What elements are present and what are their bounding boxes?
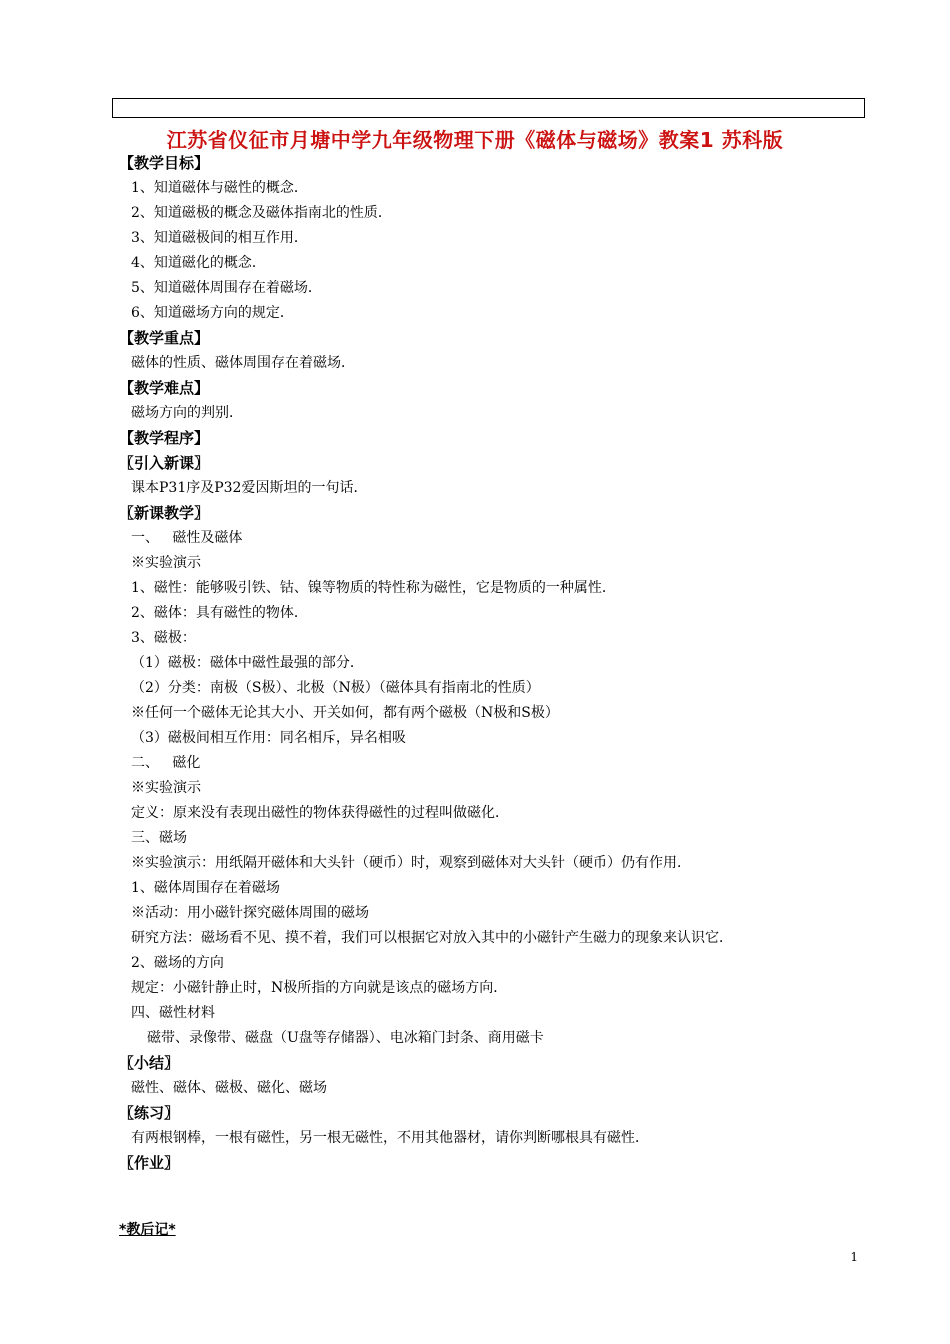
text-line: 3、磁极： [131, 630, 196, 646]
text-line: （2）分类：南极（S极）、北极（N极）（磁体具有指南北的性质） [131, 680, 540, 696]
section-heading: 〖引入新课〗 [119, 454, 210, 472]
section-heading: 〖新课教学〗 [119, 504, 210, 522]
text-line: 有两根钢棒，一根有磁性，另一根无磁性，不用其他器材，请你判断哪根具有磁性． [131, 1130, 649, 1146]
lesson-body [119, 151, 859, 1176]
text-line: 2、磁场的方向 [131, 955, 224, 971]
text-line: 2、知道磁极的概念及磁体指南北的性质． [131, 205, 392, 221]
section-heading: 【教学目标】 [119, 154, 210, 172]
section-heading: 〖小结〗 [119, 1054, 180, 1072]
text-line: （1）磁极：磁体中磁性最强的部分． [131, 655, 364, 671]
text-line: 2、磁体：具有磁性的物体． [131, 605, 308, 621]
document-title: 江苏省仪征市月塘中学九年级物理下册《磁体与磁场》教案1 苏科版 [166, 128, 784, 152]
section-heading: 【教学重点】 [119, 329, 210, 347]
section-heading: 【教学难点】 [119, 379, 210, 397]
page-number: 1 [850, 1250, 858, 1264]
text-line: 二、 磁化 [131, 755, 201, 771]
text-line: 磁性、磁体、磁极、磁化、磁场 [131, 1080, 327, 1096]
text-line: ※活动：用小磁针探究磁体周围的磁场 [131, 905, 369, 921]
text-line: 1、磁体周围存在着磁场 [131, 880, 280, 896]
text-line: 6、知道磁场方向的规定． [131, 305, 294, 321]
post-lesson-note: *教后记* [119, 1222, 176, 1238]
text-line: 三、磁场 [131, 830, 187, 846]
section-heading: 【教学程序】 [119, 429, 210, 447]
text-line: 1、知道磁体与磁性的概念． [131, 180, 308, 196]
text-line: 1、磁性：能够吸引铁、钴、镍等物质的特性称为磁性，它是物质的一种属性． [131, 580, 616, 596]
text-line: 磁场方向的判别． [131, 405, 243, 421]
text-line: ※实验演示 [131, 555, 201, 571]
section-heading: 〖作业〗 [119, 1154, 180, 1172]
text-line: 磁带、录像带、磁盘（U盘等存储器）、电冰箱门封条、商用磁卡 [147, 1030, 544, 1046]
text-line: 4、知道磁化的概念． [131, 255, 266, 271]
text-line: 课本P31序及P32爱因斯坦的一句话． [131, 480, 368, 496]
text-line: 规定：小磁针静止时，N极所指的方向就是该点的磁场方向． [131, 980, 508, 996]
header-frame [112, 98, 865, 118]
text-line: 四、磁性材料 [131, 1005, 215, 1021]
text-line: 一、 磁性及磁体 [131, 530, 243, 546]
text-line: 3、知道磁极间的相互作用． [131, 230, 308, 246]
text-line: 研究方法：磁场看不见、摸不着，我们可以根据它对放入其中的小磁针产生磁力的现象来认识它． [131, 930, 733, 946]
text-line: 5、知道磁体周围存在着磁场． [131, 280, 322, 296]
text-line: 磁体的性质、磁体周围存在着磁场． [131, 355, 355, 371]
section-heading: 〖练习〗 [119, 1104, 180, 1122]
text-line: （3）磁极间相互作用：同名相斥，异名相吸 [131, 730, 406, 746]
text-line: ※任何一个磁体无论其大小、开关如何，都有两个磁极（N极和S极） [131, 705, 559, 721]
text-line: ※实验演示 [131, 780, 201, 796]
text-line: ※实验演示：用纸隔开磁体和大头针（硬币）时，观察到磁体对大头针（硬币）仍有作用． [131, 855, 691, 871]
text-line: 定义：原来没有表现出磁性的物体获得磁性的过程叫做磁化． [131, 805, 509, 821]
